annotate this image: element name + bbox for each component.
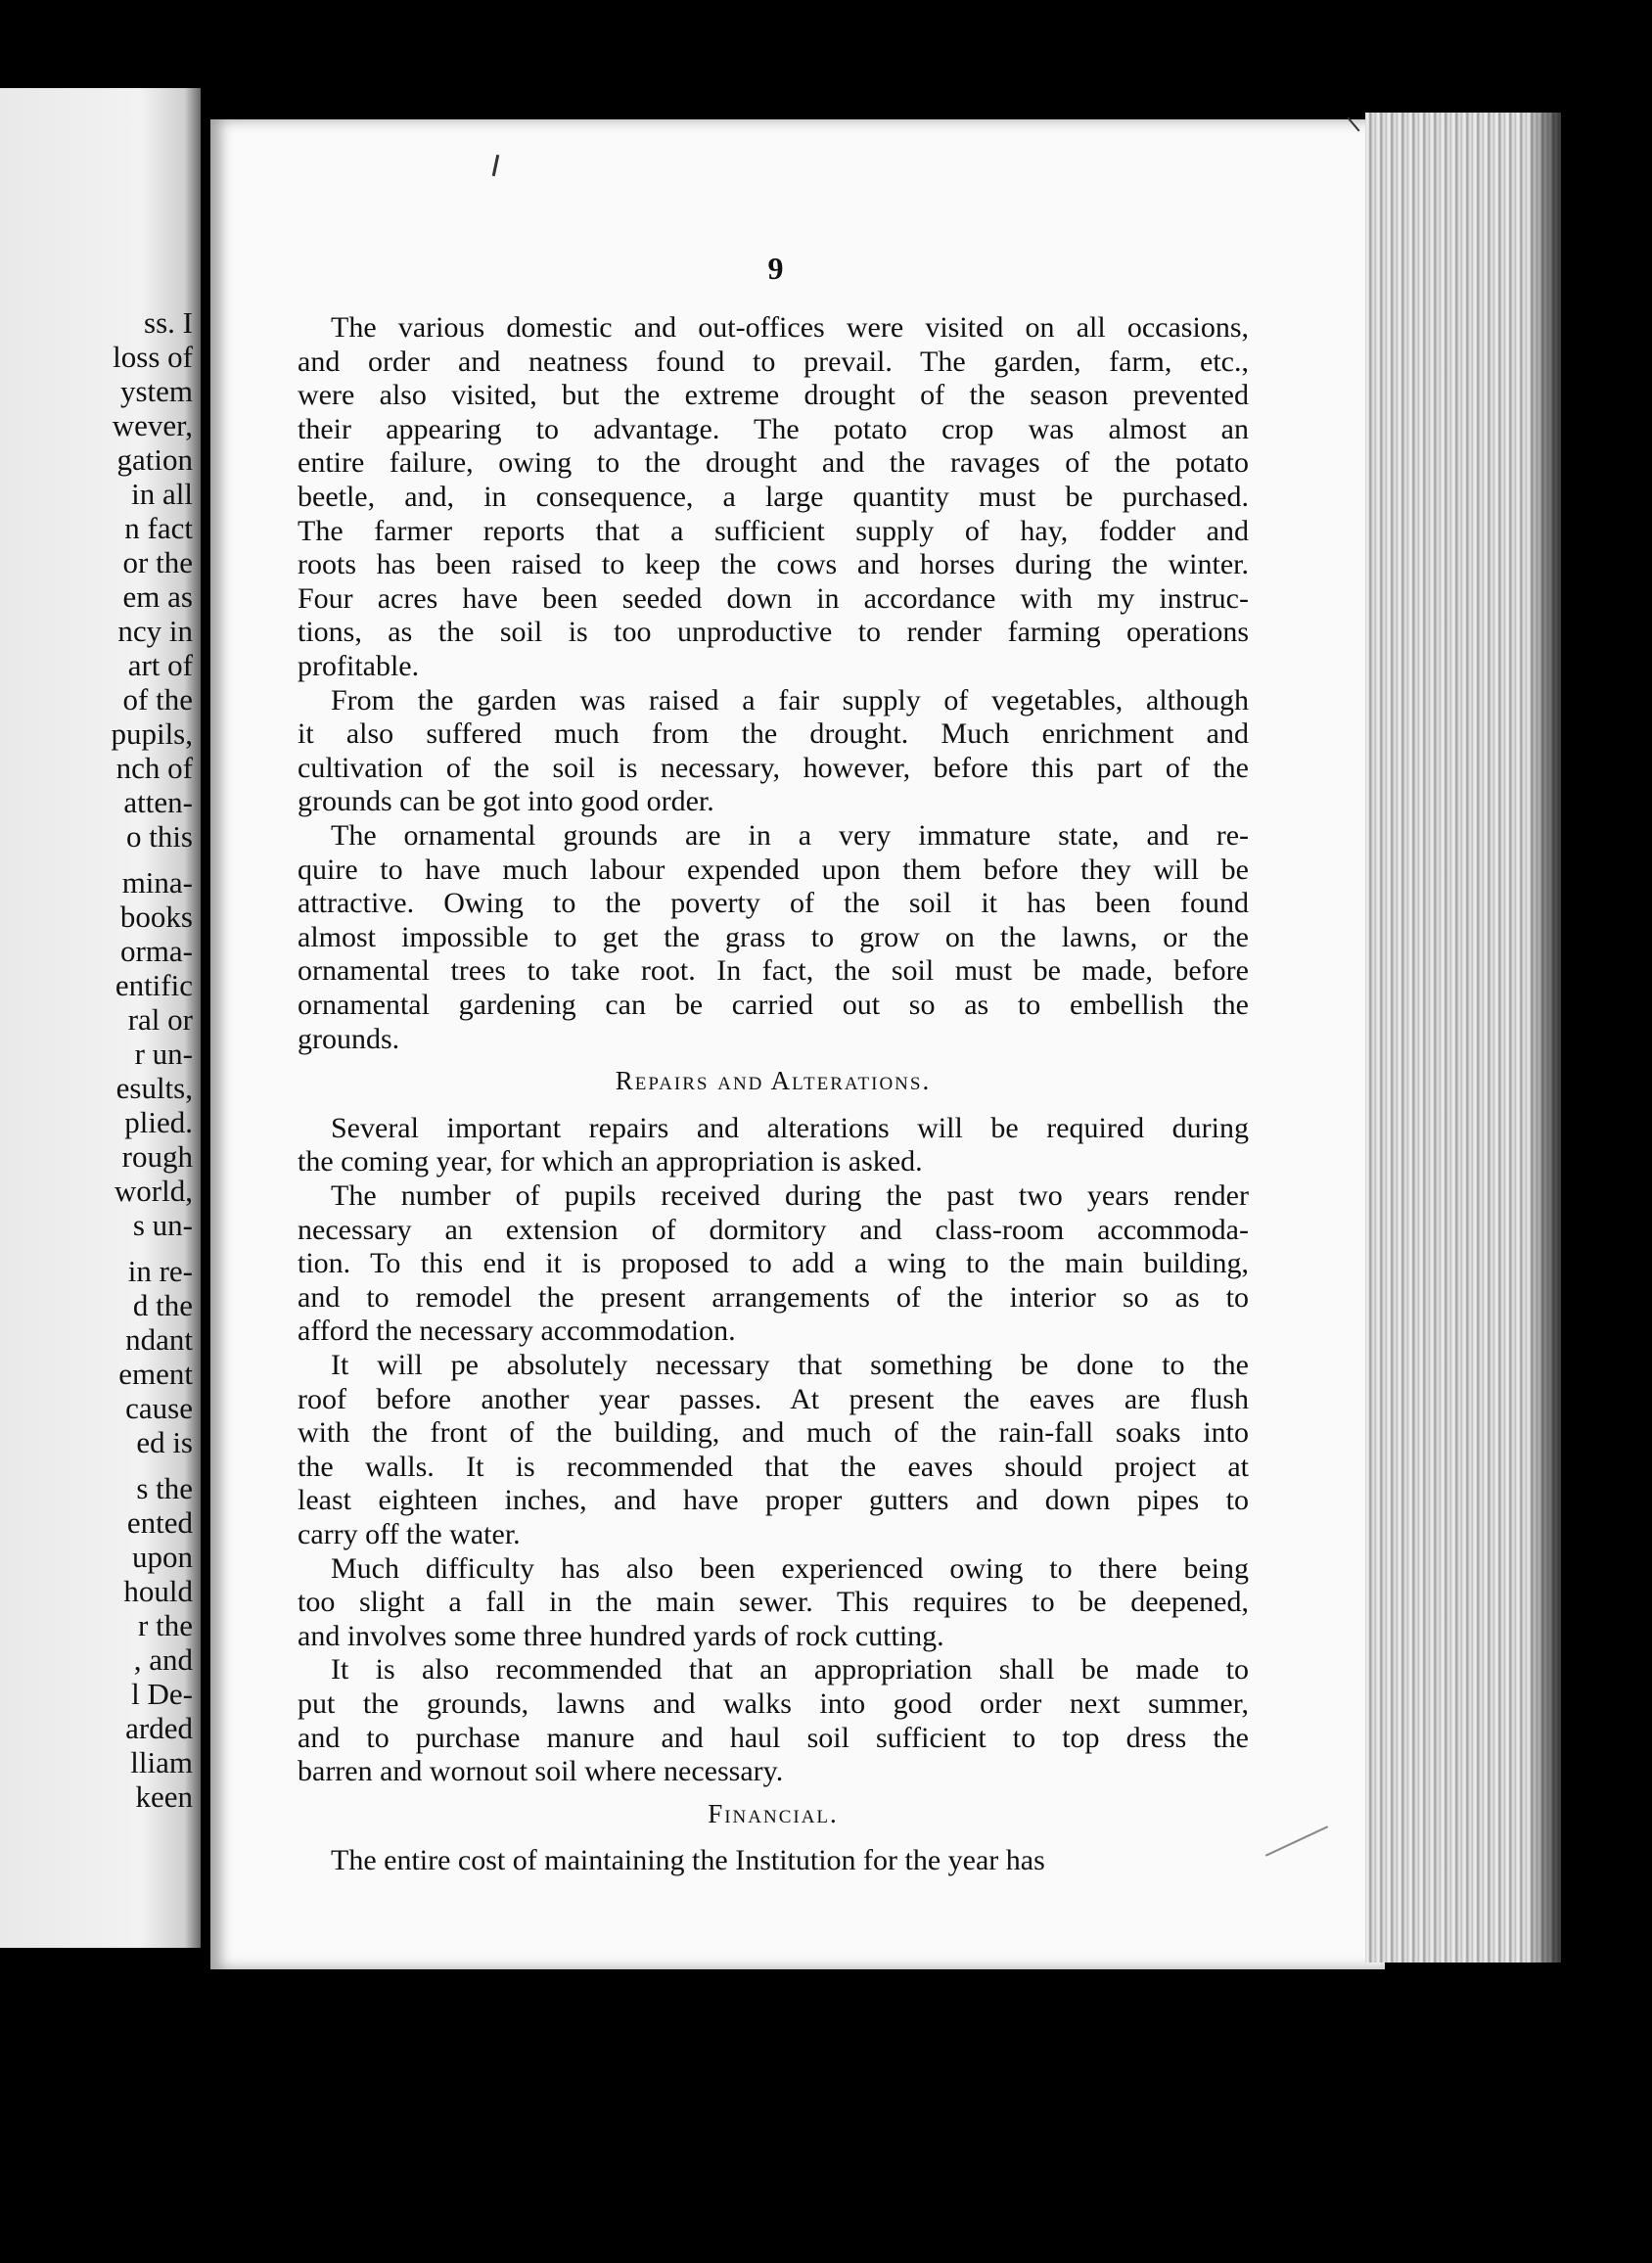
left-page-line: upon xyxy=(132,1540,193,1574)
section-heading: Financial. xyxy=(708,1798,839,1828)
text-line: least eighteen inches, and have proper gutters and down pipes to xyxy=(298,1484,1249,1517)
text-line: The various domestic and out-offices were visited on all occasions, xyxy=(331,311,1249,344)
text-line: tions, as the soil is too unproductive to render farming operations xyxy=(298,616,1249,649)
left-page-line: n fact xyxy=(124,511,193,545)
left-page-line: em as xyxy=(122,579,193,614)
left-page-line: ystem xyxy=(119,374,193,408)
left-page-line: , and xyxy=(133,1642,193,1677)
left-page-line: nch of xyxy=(115,751,193,785)
left-page-line: or the xyxy=(122,545,193,579)
left-page-line: o this xyxy=(125,819,193,854)
text-line: cultivation of the soil is necessary, however, before this part of the xyxy=(298,751,1249,784)
text-line: grounds. xyxy=(298,1022,400,1055)
text-line: entire failure, owing to the drought and the ravages of the potato xyxy=(298,446,1249,480)
left-page-line: ral or xyxy=(127,1002,193,1037)
text-line: The number of pupils received during the past two years render xyxy=(331,1179,1249,1212)
page-edge-shadow xyxy=(1527,113,1566,1963)
left-page-line: world, xyxy=(114,1174,193,1208)
left-page-line: of the xyxy=(122,682,193,716)
text-line: the walls. It is recommended that the eaves should project at xyxy=(298,1450,1249,1483)
left-page-line: pupils, xyxy=(111,716,193,751)
text-line: and involves some three hundred yards of rock cutting. xyxy=(298,1619,944,1652)
left-page-line: keen xyxy=(135,1779,193,1814)
text-line: profitable. xyxy=(298,650,420,682)
text-line: roots has been raised to keep the cows and horses during the winter. xyxy=(298,548,1249,581)
text-line: beetle, and, in consequence, a large quantity must be purchased. xyxy=(298,481,1249,513)
text-line: too slight a fall in the main sewer. This requires to be deepened, xyxy=(298,1586,1249,1619)
text-line: put the grounds, lawns and walks into good order next summer, xyxy=(298,1687,1249,1720)
left-page-line: hould xyxy=(123,1574,193,1608)
left-page-line: wever, xyxy=(112,408,193,442)
left-page-line: orma- xyxy=(119,934,193,968)
left-page-line: s the xyxy=(136,1471,193,1505)
left-page-line: ss. I xyxy=(144,305,193,340)
left-page-line: books xyxy=(119,900,193,934)
left-page-line: d the xyxy=(132,1288,193,1322)
left-page-line: in re- xyxy=(127,1254,193,1288)
text-line: barren and wornout soil where necessary. xyxy=(298,1755,784,1788)
text-line: Four acres have been seeded down in accordance with my instruc- xyxy=(298,581,1249,615)
left-page-line: l De- xyxy=(131,1677,193,1711)
page-number: 9 xyxy=(767,251,784,286)
left-page-line: ncy in xyxy=(117,614,193,648)
left-page-line: plied. xyxy=(124,1105,193,1139)
text-line: afford the necessary accommodation. xyxy=(298,1315,736,1348)
text-line: were also visited, but the extreme drought of the season prevented xyxy=(298,379,1249,412)
text-line: It is also recommended that an appropriation shall be made to xyxy=(331,1653,1249,1686)
text-line: it also suffered much from the drought. Much enrichment and xyxy=(298,717,1249,751)
text-line: attractive. Owing to the poverty of the soil it has been found xyxy=(298,887,1249,920)
text-line: From the garden was raised a fair supply of vegetables, although xyxy=(331,683,1249,716)
left-page-line: loss of xyxy=(113,340,193,374)
left-page-line: in all xyxy=(131,477,193,511)
text-line: roof before another year passes. At present the eaves are flush xyxy=(298,1382,1249,1415)
text-line: The ornamental grounds are in a very immature state, and re- xyxy=(331,819,1249,852)
left-page-line: arded xyxy=(125,1711,193,1745)
left-page-line: mina- xyxy=(121,865,193,900)
left-page-line: ement xyxy=(118,1357,193,1391)
left-page-line: art of xyxy=(127,648,193,682)
left-page-line: atten- xyxy=(123,785,193,819)
left-page-line: ented xyxy=(126,1505,193,1540)
text-line: carry off the water. xyxy=(298,1518,521,1550)
text-line: necessary an extension of dormitory and class-room accommoda- xyxy=(298,1213,1249,1246)
text-line: It will pe absolutely necessary that something be done to the xyxy=(331,1349,1249,1381)
left-page-line: cause xyxy=(125,1391,193,1425)
text-line: The entire cost of maintaining the Institution for the year has xyxy=(331,1844,1045,1877)
text-line: ornamental gardening can be carried out so as to embellish the xyxy=(298,989,1249,1021)
text-line: Much difficulty has also been experienced owing to there being xyxy=(331,1551,1249,1585)
text-line: quire to have much labour expended upon them before they will be xyxy=(298,853,1249,886)
left-page-line: r the xyxy=(138,1608,193,1642)
text-line: and to remodel the present arrangements of the interior so as to xyxy=(298,1280,1249,1314)
text-line: the coming year, for which an appropriation is asked. xyxy=(298,1145,923,1178)
text-line: Several important repairs and alterations will be required during xyxy=(331,1111,1249,1144)
left-page-line: gation xyxy=(116,442,193,477)
left-page-line: ed is xyxy=(136,1425,193,1459)
left-page-line: r un- xyxy=(134,1037,193,1071)
text-line: ornamental trees to take root. In fact, the soil must be made, before xyxy=(298,954,1249,988)
left-page-line: ndant xyxy=(125,1322,193,1357)
text-line: their appearing to advantage. The potato crop was almost an xyxy=(298,412,1249,445)
text-line: almost impossible to get the grass to grow on the lawns, or the xyxy=(298,920,1249,953)
text-line: and order and neatness found to prevail. The garden, farm, etc., xyxy=(298,345,1249,378)
text-line: and to purchase manure and haul soil sufficient to top dress the xyxy=(298,1721,1249,1754)
left-page-line: rough xyxy=(121,1139,193,1174)
left-page-line: entific xyxy=(115,968,193,1002)
text-line: grounds can be got into good order. xyxy=(298,785,714,818)
section-heading: Repairs and Alterations. xyxy=(615,1066,932,1096)
text-line: tion. To this end it is proposed to add a wing to the main building, xyxy=(298,1247,1249,1280)
left-page-line: lliam xyxy=(130,1745,193,1779)
left-page-line: esults, xyxy=(115,1071,193,1105)
text-line: The farmer reports that a sufficient supply of hay, fodder and xyxy=(298,514,1249,547)
text-line: with the front of the building, and much of the rain-fall soaks into xyxy=(298,1416,1249,1450)
left-page-line: s un- xyxy=(132,1208,193,1242)
